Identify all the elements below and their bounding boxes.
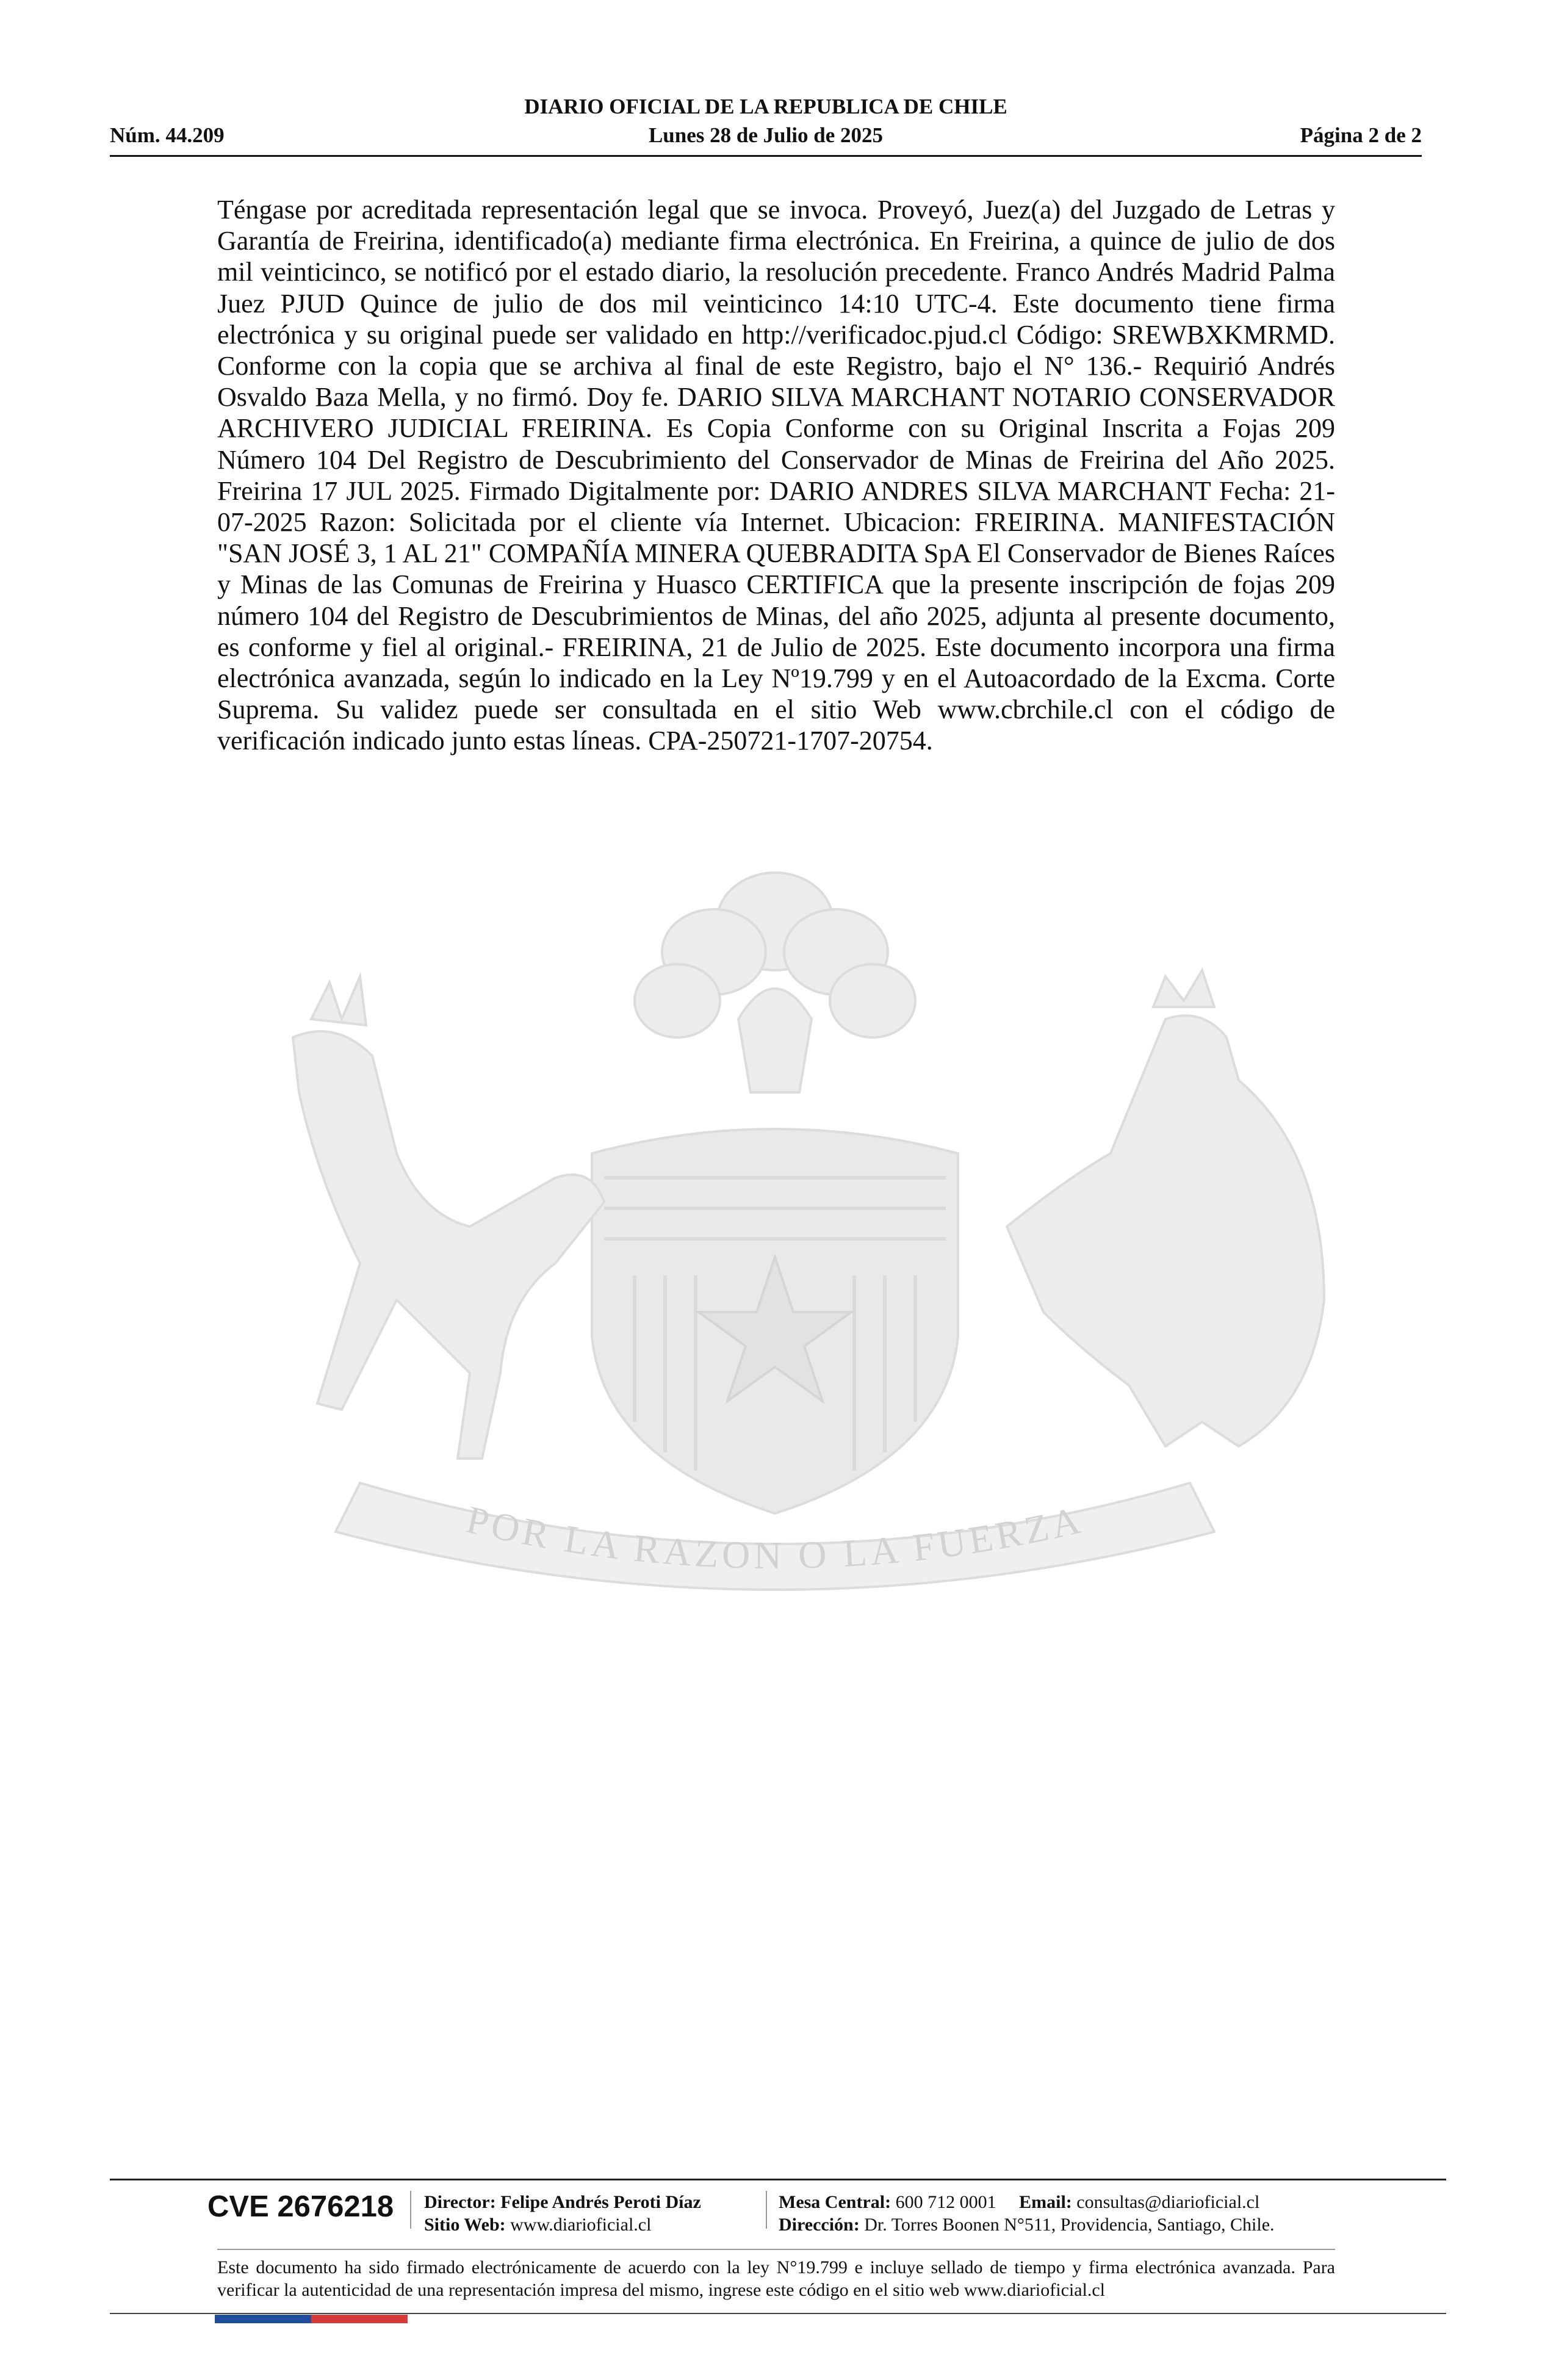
director-label: Director: [424,2192,496,2212]
director-name: Felipe Andrés Peroti Díaz [500,2192,701,2212]
footer-separator [410,2191,411,2229]
page-indicator: Página 2 de 2 [1300,123,1422,147]
mesa-label: Mesa Central: [779,2192,891,2212]
mesa-phone: 600 712 0001 [895,2192,996,2212]
footer-bottom-divider [110,2313,1446,2314]
email-label: Email: [1019,2192,1072,2212]
footer-thin-divider [217,2249,1335,2250]
footer-divider [110,2179,1446,2180]
header-divider [110,155,1422,157]
issue-date: Lunes 28 de Julio de 2025 [648,123,884,147]
coat-of-arms-watermark [214,836,1336,1666]
address-label: Dirección: [779,2215,860,2235]
cve-code: CVE 2676218 [207,2190,394,2223]
watermark-motto: POR LA RAZON O LA FUERZA [462,1497,1088,1578]
footer-separator [766,2191,767,2229]
website-link[interactable]: www.diarioficial.cl [510,2215,652,2235]
footer-contact-block [779,2191,1275,2236]
email-link[interactable]: consultas@diarioficial.cl [1076,2192,1260,2212]
flag-stripe-blue [215,2315,311,2323]
footer-director-block [424,2191,701,2236]
signature-notice: Este documento ha sido firmado electrónicamente de acuerdo con la ley N°19.799 e incluye sellado de tiempo y firma electrónica avanzada. Para verificar la autenticidad de una representación impresa del mismo, ingrese este código en el sitio web www.diarioficial.cl [217,2257,1335,2300]
flag-stripe-red [311,2315,408,2323]
website-label: Sitio Web: [424,2215,506,2235]
page-header [110,95,1422,156]
issue-number: Núm. 44.209 [110,123,225,147]
body-paragraph: Téngase por acreditada representación legal que se invoca. Proveyó, Juez(a) del Juzgado de Letras y Garantía de Freirina, identificado(a) mediante firma electrónica. En Freirina, a quince de julio de dos mil veinticinco, se notificó por el estado diario, la resolución precedente. Franco Andrés Madrid Palma Juez PJUD Quince de julio de dos mil veinticinco 14:10 UTC-4. Este documento tiene firma electrónica y su original puede ser validado en http://verificadoc.pjud.cl Código: SREWBXKMRMD. Conforme con la copia que se archiva al final de este Registro, bajo el N° 136.- Requirió Andrés Osvaldo Baza Mella, y no firmó. Doy fe. DARIO SILVA MARCHANT NOTARIO CONSERVADOR ARCHIVERO JUDICIAL FREIRINA. Es Copia Conforme con su Original Inscrita a Fojas 209 Número 104 Del Registro de Descubrimiento del Conservador de Minas de Freirina del Año 2025. Freirina 17 JUL 2025. Firmado Digitalmente por: DARIO ANDRES SILVA MARCHANT Fecha: 21-07-2025 Razon: Solicitada por el cliente vía Internet. Ubicacion: FREIRINA. MANIFESTACIÓN "SAN JOSÉ 3, 1 AL 21" COMPAÑÍA MINERA QUEBRADITA SpA El Conservador de Bienes Raíces y Minas de las Comunas de Freirina y Huasco CERTIFICA que la presente inscripción de fojas 209 número 104 del Registro de Descubrimientos de Minas, del año 2025, adjunta al presente documento, es conforme y fiel al original.- FREIRINA, 21 de Julio de 2025. Este documento incorpora una firma electrónica avanzada, según lo indicado en la Ley Nº19.799 y en el Autoacordado de la Excma. Corte Suprema. Su validez puede ser consultada en el sitio Web www.cbrchile.cl con el código de verificación indicado junto estas líneas. CPA-250721-1707-20754. [217,195,1335,756]
newspaper-title: DIARIO OFICIAL DE LA REPUBLICA DE CHILE [524,95,1007,118]
address-value: Dr. Torres Boonen N°511, Providencia, Santiago, Chile. [864,2215,1275,2235]
